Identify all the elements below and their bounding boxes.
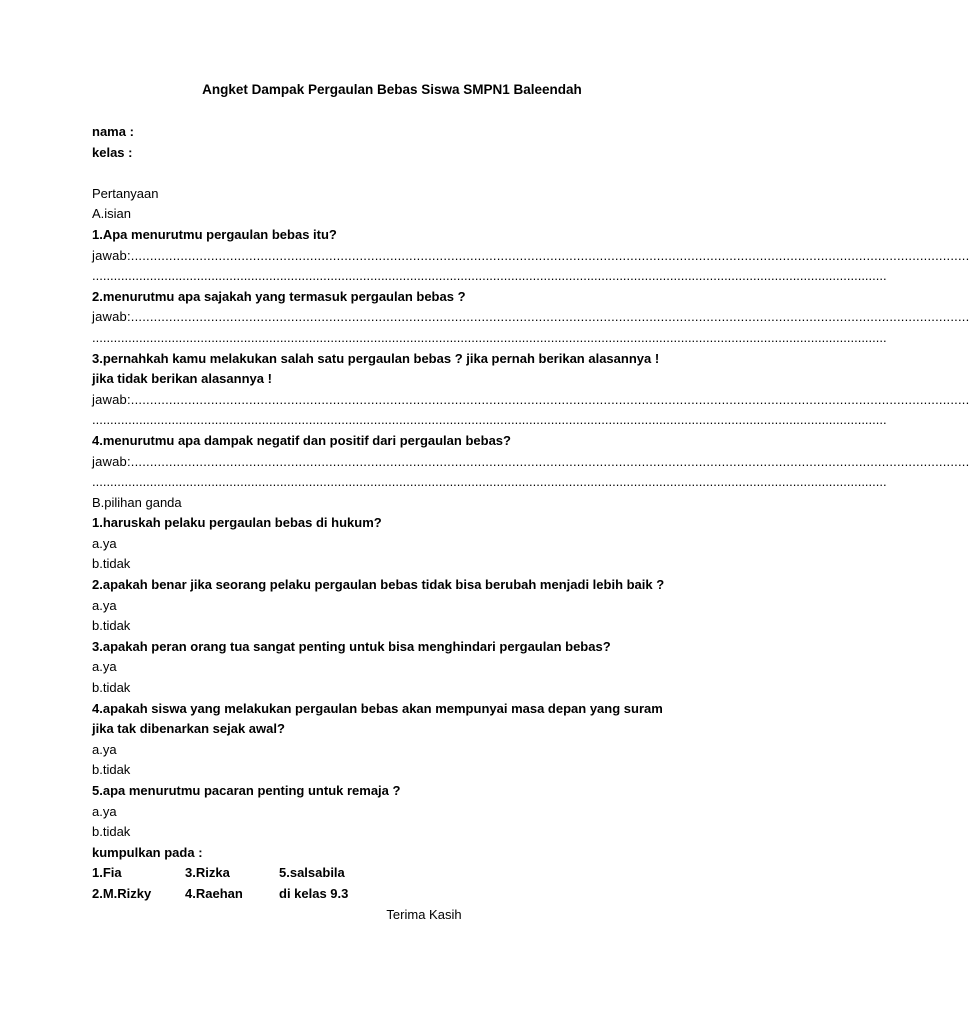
- option-a: a.ya: [92, 659, 117, 675]
- collector-name: 4.Raehan: [185, 885, 243, 901]
- collector-name: 1.Fia: [92, 865, 122, 881]
- option-b: b.tidak: [92, 556, 131, 572]
- section-a-heading: A.isian: [92, 206, 132, 222]
- dotted-fill: ............................................................................................................................................................................................................................: [92, 268, 887, 284]
- collect-row-1: [92, 863, 676, 884]
- answer-line-a3: [92, 390, 969, 411]
- option-b: b.tidak: [92, 680, 131, 696]
- answer-line-a4: [92, 452, 969, 473]
- spacer: [92, 163, 676, 184]
- option-a: a.ya: [92, 803, 117, 819]
- class-field: kelas :: [92, 144, 133, 160]
- section-b-heading: B.pilihan ganda: [92, 494, 182, 510]
- answer-label: jawab:: [92, 247, 131, 263]
- dotted-fill: ............................................................................................................................................................................................................................: [130, 453, 969, 469]
- question-a4: 4.menurutmu apa dampak negatif dan positif dari pergaulan bebas?: [92, 432, 511, 448]
- collector-name: 5.salsabila: [279, 865, 345, 881]
- option-b: b.tidak: [92, 824, 131, 840]
- questionnaire: [92, 82, 969, 925]
- option-b: b.tidak: [92, 762, 131, 778]
- closing-text: Terima Kasih: [386, 906, 462, 922]
- question-b3: 3.apakah peran orang tua sangat penting untuk bisa menghindari pergaulan bebas?: [92, 638, 611, 654]
- answer-label: jawab:: [92, 453, 131, 469]
- collect-location: di kelas 9.3: [279, 885, 349, 901]
- answer-line-a2: [92, 307, 969, 328]
- answer-line-a1-continued: [92, 266, 887, 287]
- option-a: a.ya: [92, 741, 117, 757]
- answer-line-a3-continued: [92, 410, 887, 431]
- section-heading: Pertanyaan: [92, 185, 159, 201]
- question-b1: 1.haruskah pelaku pergaulan bebas di hukum?: [92, 515, 382, 531]
- answer-line-a4-continued: [92, 472, 887, 493]
- name-field: nama :: [92, 124, 134, 139]
- answer-line-a2-continued: [92, 328, 887, 349]
- question-a3-line1: 3.pernahkah kamu melakukan salah satu pergaulan bebas ? jika pernah berikan alasannya !: [92, 350, 660, 366]
- dotted-fill: ............................................................................................................................................................................................................................: [92, 329, 887, 345]
- option-b: b.tidak: [92, 618, 131, 634]
- document-title: Angket Dampak Pergaulan Bebas Siswa SMPN1 Baleendah: [202, 82, 582, 97]
- collect-row-2: [92, 884, 676, 905]
- question-b4-line2: jika tak dibenarkan sejak awal?: [92, 721, 285, 737]
- collector-name: 3.Rizka: [185, 865, 230, 881]
- question-b5: 5.apa menurutmu pacaran penting untuk remaja ?: [92, 783, 401, 798]
- collector-name: 2.M.Rizky: [92, 885, 152, 901]
- question-b2: 2.apakah benar jika seorang pelaku pergaulan bebas tidak bisa berubah menjadi lebih baik ?: [92, 577, 665, 593]
- dotted-fill: ............................................................................................................................................................................................................................: [130, 391, 969, 407]
- answer-label: jawab:: [92, 309, 131, 325]
- question-a2: 2.menurutmu apa sajakah yang termasuk pergaulan bebas ?: [92, 288, 466, 304]
- dotted-fill: ............................................................................................................................................................................................................................: [92, 412, 887, 428]
- option-a: a.ya: [92, 535, 117, 551]
- collect-label: kumpulkan pada :: [92, 844, 203, 860]
- question-b4-line1: 4.apakah siswa yang melakukan pergaulan bebas akan mempunyai masa depan yang suram: [92, 700, 663, 716]
- answer-line-a1: [92, 246, 969, 267]
- dotted-fill: ............................................................................................................................................................................................................................: [92, 474, 887, 490]
- question-a3-line2: jika tidak berikan alasannya !: [92, 371, 272, 387]
- answer-label: jawab:: [92, 391, 131, 407]
- dotted-fill: ............................................................................................................................................................................................................................: [130, 247, 969, 263]
- dotted-fill: ............................................................................................................................................................................................................................: [130, 309, 969, 325]
- option-a: a.ya: [92, 597, 117, 613]
- question-a1: 1.Apa menurutmu pergaulan bebas itu?: [92, 226, 337, 242]
